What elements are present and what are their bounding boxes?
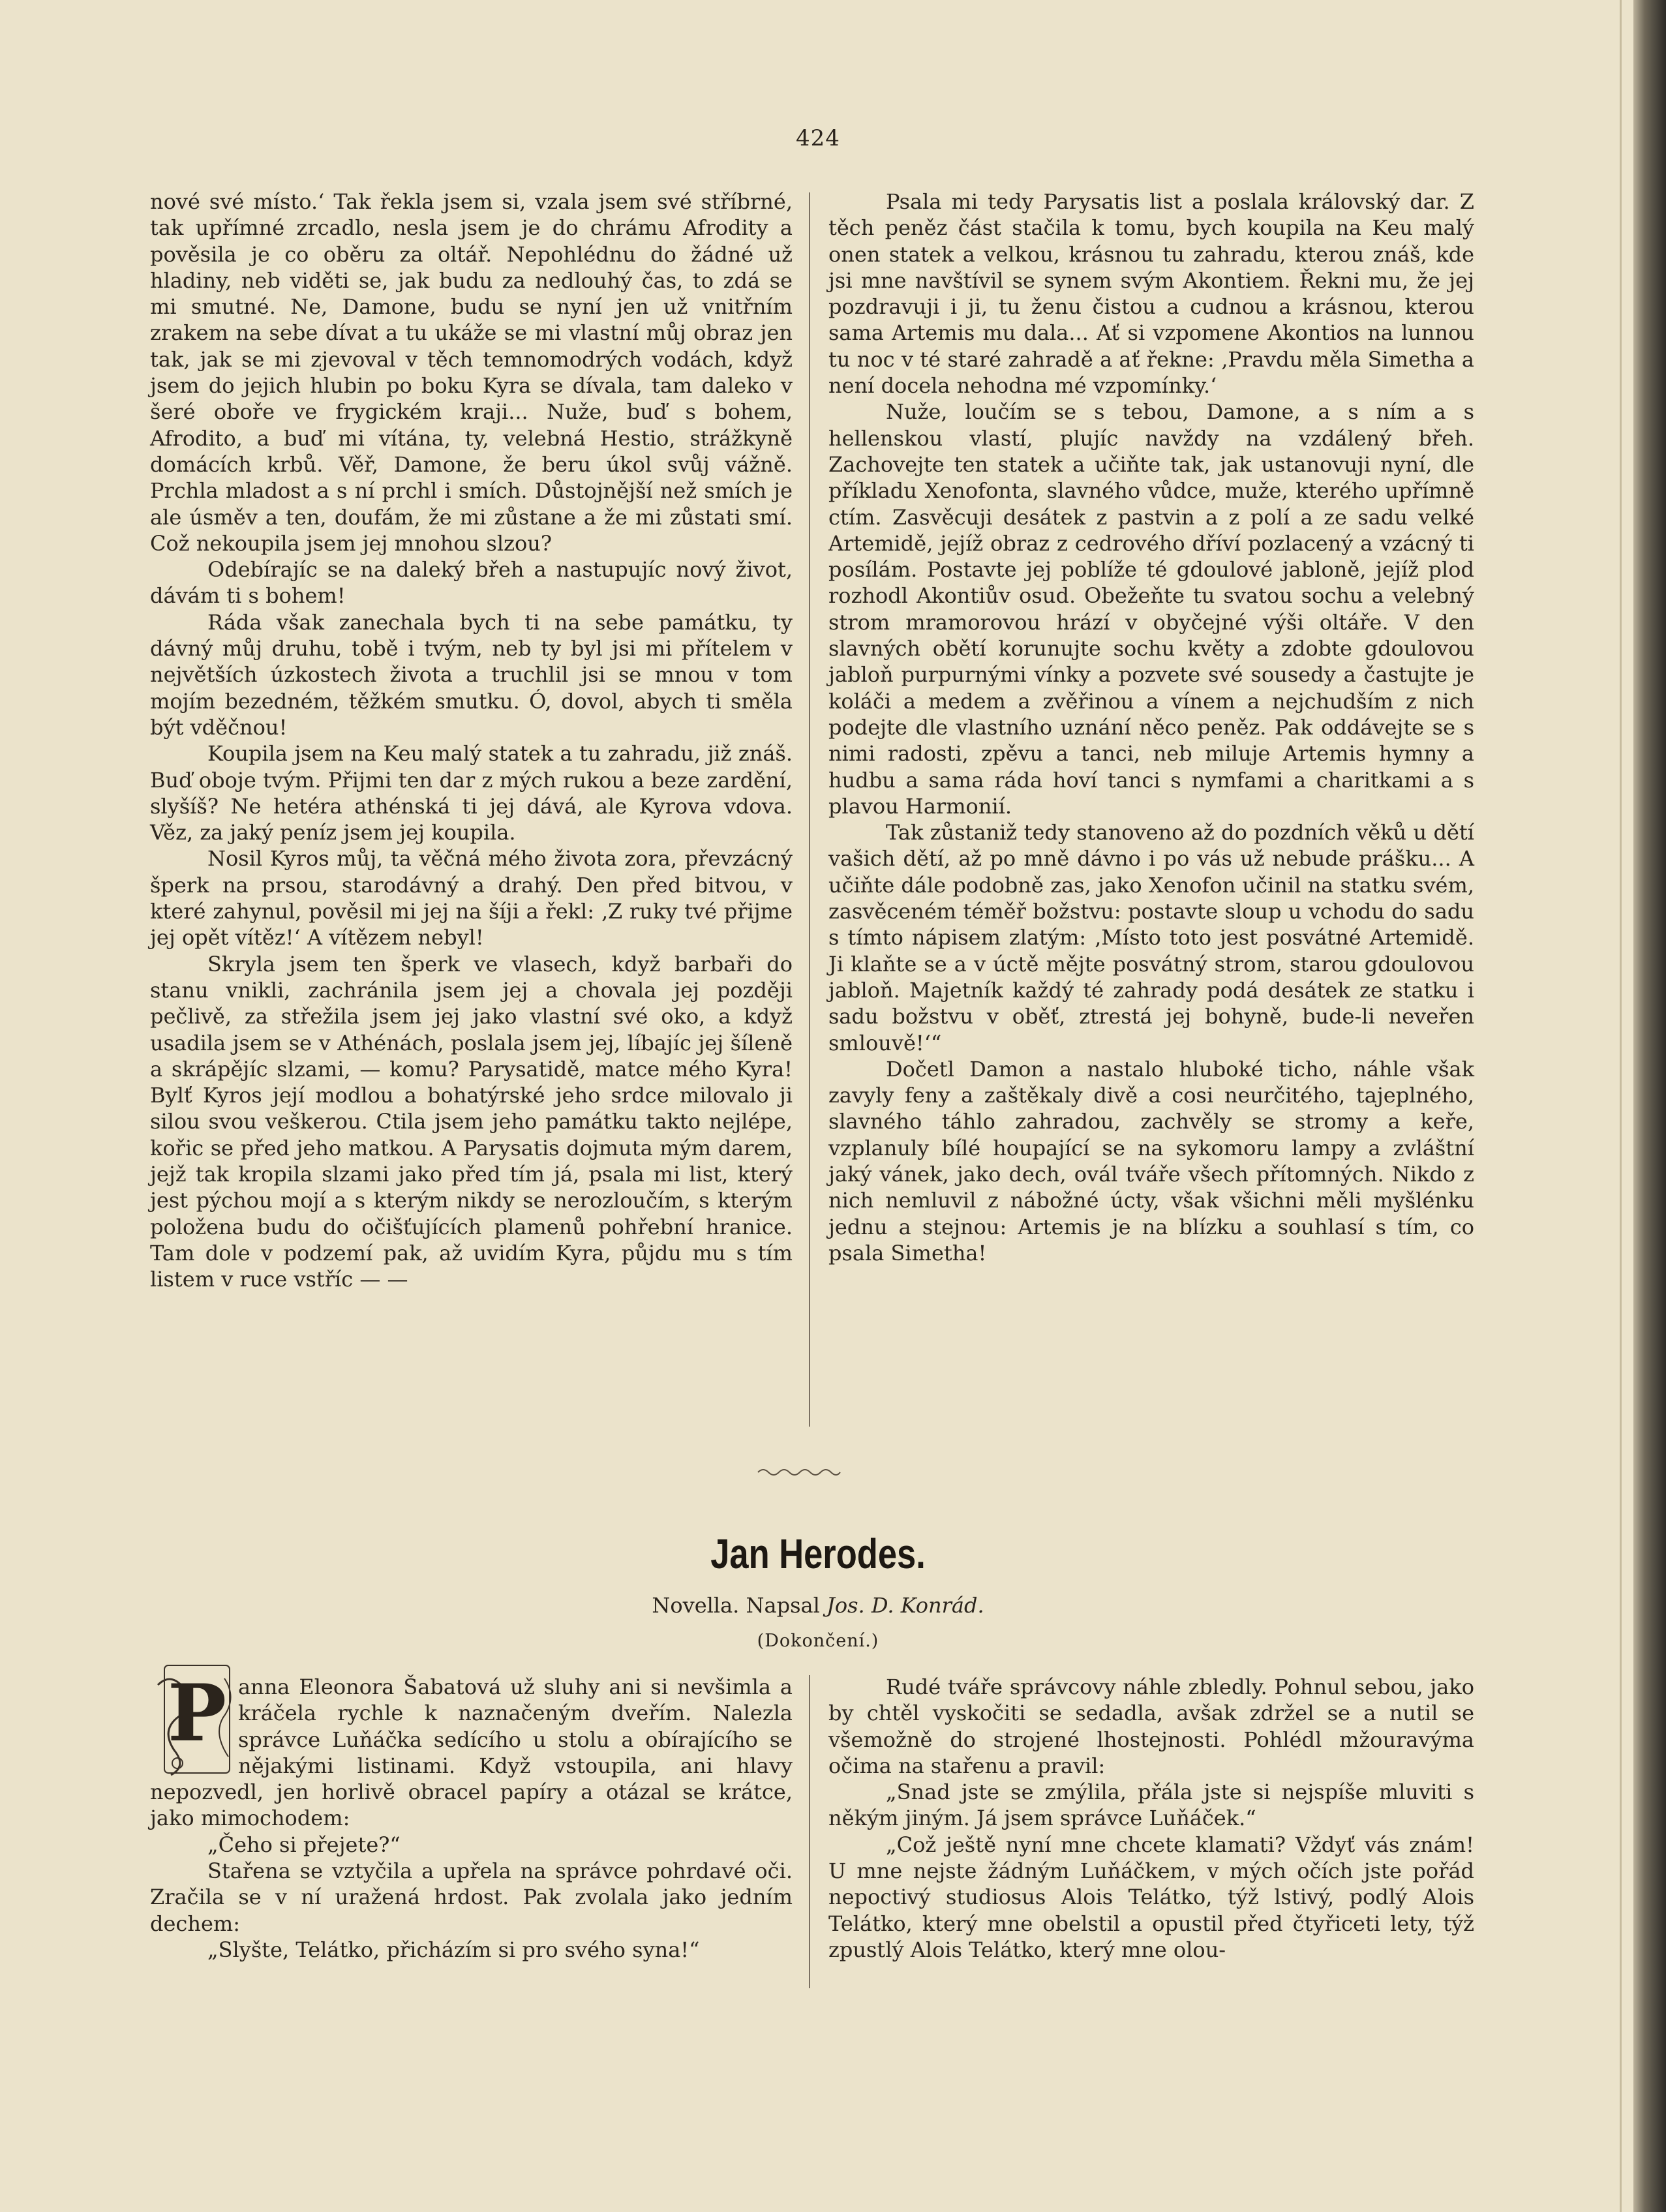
paragraph: Nosil Kyros můj, ta věčná mého života zora, převzácný šperk na prsou, starodávný a drahý. Den před bitvou, v které zahynul, pověsil mi jej na šíji a řekl: ‚Z ruky tvé přijme jej opět vítěz!‘ A vítězem nebyl! bbox=[150, 846, 793, 950]
paragraph: „Slyšte, Telátko, přicházím si pro svého syna!“ bbox=[207, 1937, 700, 1962]
byline-prefix: Novella. Napsal bbox=[652, 1593, 820, 1618]
column-divider-top bbox=[809, 192, 810, 1427]
right-column-top bbox=[828, 189, 1474, 1266]
page-number: 424 bbox=[796, 125, 840, 151]
paragraph: Stařena se vztyčila a upřela na správce pohrdavé oči. Zračila se v ní uražená hrdost. Pak zvolala jako jedním dechem: bbox=[150, 1858, 793, 1936]
paragraph: „Snad jste se zmýlila, přála jste si nejspíše mluviti s někým jiným. Já jsem správce Luňáček.“ bbox=[828, 1780, 1474, 1831]
paragraph: Nuže, loučím se s tebou, Damone, a s ním a s hellenskou vlastí, plujíc navždy na vzdálený břeh. Zachovejte ten statek a učiňte tak, jak ustanovuji nyní, dle příkladu Xenofonta, slavného vůdce, muže, kterého upřímně ctím. Zasvěcuji desátek z pastvin a z polí a ze sadu velké Artemidě, jejíž obraz z cedrového dříví pozlacený a vzácný ti posílám. Postavte jej poblíže té gdoulové jabloně, jejíž plod rozhodl Akontiův osud. Obežeňte tu svatou sochu a velebný strom mramorovou hrází v obyčejné výši oltáře. V den slavných obětí korunujte sochu květy a zdobte gdoulovou jabloň purpurnými vínky a pozvete své sousedy a častujte je koláči a medem a zvěřinou a vínem a nejchudším z nich podejte dle vlastního uznání něco peněz. Pak oddávejte se s nimi radosti, zpěvu a tanci, neb miluje Artemis hymny a hudbu a sama ráda hoví tanci s nymfami a charitkami a s plavou Harmonií. bbox=[828, 399, 1474, 819]
paragraph: „Čeho si přejete?“ bbox=[207, 1832, 401, 1857]
paragraph: Psala mi tedy Parysatis list a poslala královský dar. Z těch peněz část stačila k tomu, bych koupila na Keu malý onen statek a velkou, krásnou tu zahradu, kterou znáš, kde jsi mne navštívil se synem svým Akontiem. Řekni mu, že jej pozdravuji i ji, tu ženu čistou a cudnou a krásnou, kterou sama Artemis mu dala... Ať si vzpomene Akontios na lunnou tu noc v té staré zahradě a ať řekne: ‚Pravdu měla Simetha a není docela nehodna mé vzpomínky.‘ bbox=[828, 189, 1474, 399]
left-column-bottom bbox=[150, 1674, 793, 1963]
margin-rule bbox=[1620, 0, 1622, 2212]
dropcap-spacer bbox=[150, 1674, 238, 1772]
paragraph: „Což ještě nyní mne chcete klamati? Vždyť vás znám! U mne nejste žádným Luňáčkem, v mých očích jste pořád nepoctivý studiosus Alois Telátko, týž lstivý, podlý Alois Telátko, který mne obelstil a opustil před čtyřiceti lety, týž zpustlý Alois Telátko, který mne olou- bbox=[828, 1832, 1474, 1962]
paragraph: Skryla jsem ten šperk ve vlasech, když barbaři do stanu vnikli, zachránila jsem jej a chovala jej později pečlivě, za střežila jsem jej jako vlastní své oko, a když usadila jsem se v Athénách, poslala jsem jej, líbajíc jej šíleně a skrápějíc slzami, — komu? Parysatidě, matce mého Kyra! Bylť Kyros její modlou a bohatýrské jeho srdce milovalo ji silou svou veškerou. Ctila jsem jeho památku takto nejlépe, kořic se před jeho matkou. A Parysatis dojmuta mým darem, jejž tak kropila slzami jako před tím já, psala mi list, který jest pýchou mojí a s kterým nikdy se nerozloučím, s kterým položena budu do očišťujících plamenů pohřební hranice. Tam dole v podzemí pak, až uvidím Kyra, půjdu mu s tím listem v ruce vstříc — — bbox=[150, 951, 793, 1292]
paragraph: nové své místo.‘ Tak řekla jsem si, vzala jsem své stříbrné, tak upřímné zrcadlo, nesla jsem je do chrámu Afrodity a pověsila je co oběru za oltář. Nepohlédnu do žádné už hladiny, neb viděti se, jak budu za nedlouhý čas, to zdá se mi smutné. Ne, Damone, budu se nyní jen už vnitřním zrakem na sebe dívat a tu ukáže se mi vlastní můj obraz jen tak, jak se mi zjevoval v těch temnomodrých vodách, když jsem do jejich hlubin po boku Kyra se dívala, tam daleko v šeré oboře ve frygickém kraji... Nuže, buď s bohem, Afrodito, a buď mi vítána, ty, velebná Hestio, strážkyně domácích krbů. Věř, Damone, že beru úkol svůj vážně. Prchla mladost a s ní prchl i smích. Důstojnější než smích je ale úsměv a ten, doufám, že mi zůstane a že mi zůstati smí. Což nekoupila jsem jej mnohou slzou? bbox=[150, 189, 793, 556]
paragraph: Ráda však zanechala bych ti na sebe památku, ty dávný můj druhu, tobě i tvým, neb ty byl jsi mi přítelem v největších úzkostech života a truchlil jsi se mnou v tom mojím bezedném, těžkém smutku. Ó, dovol, abych ti směla být vděčnou! bbox=[150, 609, 793, 740]
paragraph: Odebírajíc se na daleký břeh a nastupujíc nový život, dávám ti s bohem! bbox=[150, 557, 793, 609]
paragraph: Koupila jsem na Keu malý statek a tu zahradu, již znáš. Buď oboje tvým. Přijmi ten dar z mých rukou a beze zardění, slyšíš? Ne hetéra athénská ti jej dává, ale Kyrova vdova. Věz, za jaký peníz jsem jej koupila. bbox=[150, 741, 793, 845]
scan-edge bbox=[1633, 0, 1666, 2212]
paragraph: Dočetl Damon a nastalo hluboké ticho, náhle však zavyly feny a zaštěkaly divě a cosi neurčitého, tajeplného, slavného táhlo zahradou, zachvěly se stromy a keře, vzplanuly bílé houpající se na sykomoru lampy a zvláštní jaký vánek, jako dech, ovál tváře všech přítomných. Nikdo z nich nemluvil z nábožné úcty, však všichni měli myšlénku jednu a stejnou: Artemis je na blízku a souhlasí s tím, co psala Simetha! bbox=[828, 1056, 1474, 1265]
paragraph: Rudé tváře správcovy náhle zbledly. Pohnul sebou, jako by chtěl vyskočiti se sedadla, avšak zdržel se a nutil se všemožně do strojené lhostejnosti. Pohlédl mžouravýma očima na stařenu a pravil: bbox=[828, 1674, 1474, 1778]
continued-label: (Dokončení.) bbox=[757, 1631, 879, 1651]
story-title: Jan Herodes. bbox=[710, 1530, 926, 1577]
byline bbox=[0, 1593, 1636, 1618]
column-divider-bottom bbox=[809, 1675, 810, 1988]
paragraph: Tak zůstaniž tedy stanoveno až do pozdních věků u dětí vašich dětí, až po mně dávno i po vás už nebude prášku... A učiňte dále podobně zas, jako Xenofon učinil na statku svém, zasvěceném téměř božstvu: postavte sloup u vchodu do sadu s tímto nápisem zlatým: ‚Místo toto jest posvátné Artemidě. Ji klaňte se a v úctě mějte posvátný strom, starou gdoulovou jabloň. Majetník každý té zahrady podá desátek ze statku i sadu božstvu v oběť, ztrestá jej bohyně, bude-li neveřen smlouvě!‘“ bbox=[828, 820, 1474, 1055]
left-column-top bbox=[150, 189, 793, 1292]
dropcap-letter: P bbox=[167, 1667, 227, 1759]
right-column-bottom bbox=[828, 1674, 1474, 1963]
section-ornament bbox=[757, 1464, 841, 1480]
author-name: Jos. D. Konrád. bbox=[826, 1593, 984, 1618]
paragraph: anna Eleonora Šabatová už sluhy ani si nevšimla a kráčela rychle k naznačeným dveřím. Nalezla správce Luňáčka sedícího u stolu a obírajícího se nějakými listinami. Když vstoupila, ani hlavy nepozvedl, jen horlivě obracel papíry a otázal se krátce, jako mimochodem: bbox=[150, 1674, 793, 1831]
